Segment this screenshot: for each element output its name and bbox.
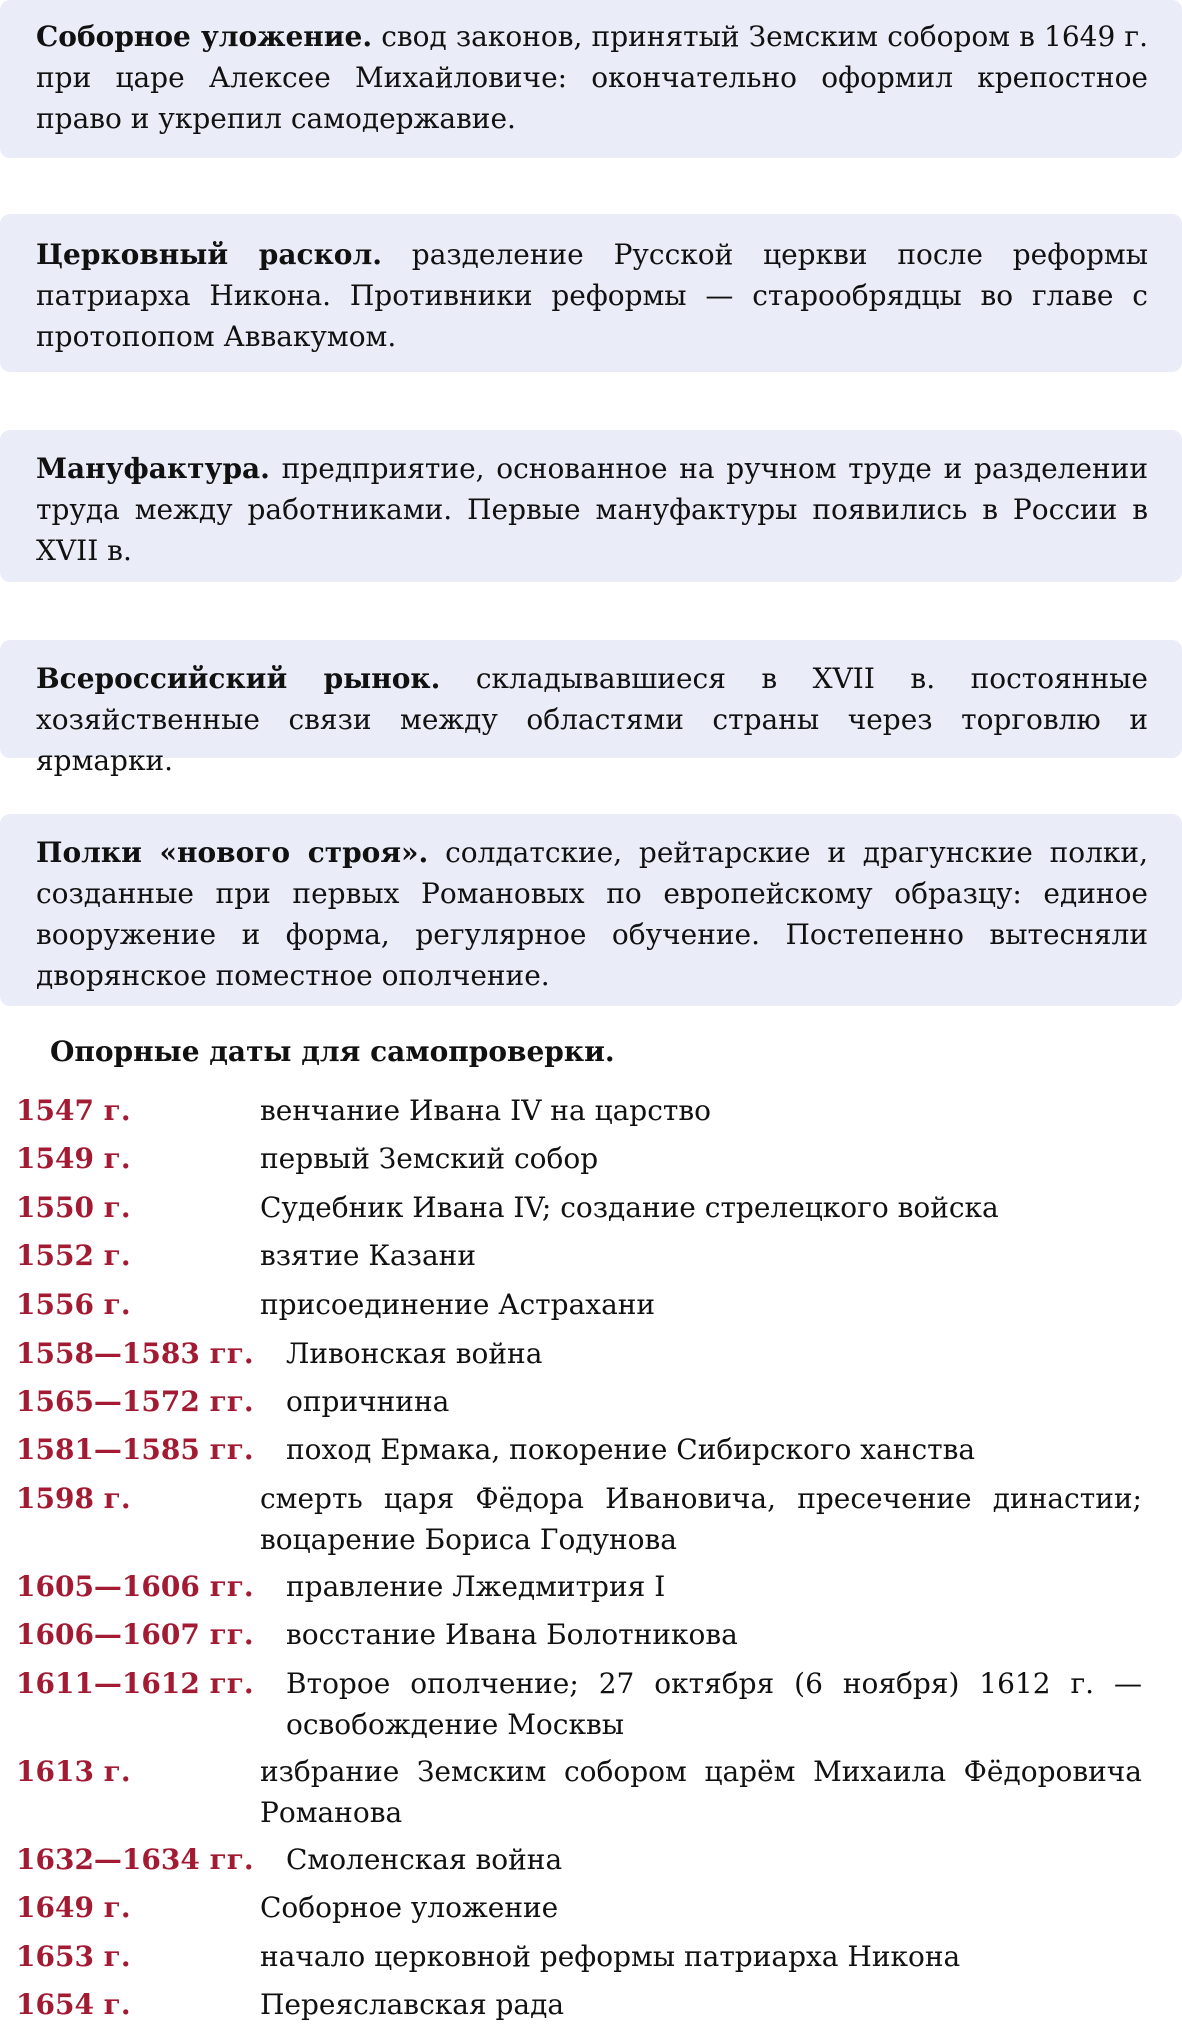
date-event: венчание Ивана IV на царство	[260, 1094, 711, 1127]
date-event: Смоленская война	[286, 1843, 563, 1876]
date-event: Ливонская война	[286, 1337, 543, 1370]
date-event: Переяславская рада	[260, 1988, 565, 2021]
date-year: 1611—1612 гг.	[16, 1667, 254, 1700]
term-name: Полки «нового строя».	[36, 836, 429, 869]
date-event: присоединение Астрахани	[260, 1288, 656, 1321]
date-event: первый Земский собор	[260, 1142, 599, 1175]
date-year: 1649 г.	[16, 1891, 131, 1924]
date-year: 1550 г.	[16, 1191, 131, 1224]
date-year: 1605—1606 гг.	[16, 1570, 254, 1603]
date-event: поход Ермака, покорение Сибирского ханства	[286, 1433, 976, 1466]
term-card-manufaktura	[0, 430, 1182, 582]
date-year: 1565—1572 гг.	[16, 1385, 254, 1418]
date-year: 1654 г.	[16, 1988, 131, 2021]
date-event: избрание Земским собором царём Михаила Фёдоровича Романова	[260, 1755, 1142, 1829]
dates-heading: Опорные даты для самопроверки.	[50, 1035, 615, 1068]
term-card-sobornoe-ulozhenie	[0, 0, 1182, 158]
date-year: 1558—1583 гг.	[16, 1337, 254, 1370]
term-name: Соборное уложение.	[36, 20, 373, 53]
date-event: правление Лжедмитрия I	[286, 1570, 666, 1603]
term-card-raskol	[0, 214, 1182, 372]
term-definition: предприятие, основанное на ручном труде и разделении труда между работниками. Первые мануфактуры появились в России в XVII в.	[36, 452, 1148, 567]
date-event: Соборное уложение	[260, 1891, 559, 1924]
date-year: 1653 г.	[16, 1940, 131, 1973]
date-event: опричнина	[286, 1385, 450, 1418]
date-year: 1598 г.	[16, 1482, 131, 1515]
term-definition: разделение Русской церкви после реформы патриарха Никона. Противники реформы — старообрядцы во главе с протопопом Аввакумом.	[36, 238, 1148, 353]
term-name: Церковный раскол.	[36, 238, 382, 271]
date-year: 1632—1634 гг.	[16, 1843, 254, 1876]
term-card-rynok	[0, 640, 1182, 777]
date-event: восстание Ивана Болотникова	[286, 1618, 738, 1651]
date-event: смерть царя Фёдора Ивановича, пресечение династии; воцарение Бориса Годунова	[260, 1482, 1142, 1556]
date-event: Второе ополчение; 27 октября (6 ноября) 1612 г. — освобождение Москвы	[286, 1667, 1142, 1741]
date-year: 1547 г.	[16, 1094, 131, 1127]
term-name: Всероссийский рынок.	[36, 662, 441, 695]
term-card-polki	[0, 814, 1182, 1006]
date-event: начало церковной реформы патриарха Никона	[260, 1940, 961, 1973]
term-definition: солдатские, рейтарские и драгунские полки, созданные при первых Романовых по европейскому образцу: единое вооружение и форма, регулярное обучение. Постепенно вытесняли дворянское поместное ополчение.	[36, 836, 1148, 992]
date-event: Судебник Ивана IV; создание стрелецкого войска	[260, 1191, 999, 1224]
term-definition: складывавшиеся в XVII в. постоянные хозяйственные связи между областями страны через торговлю и ярмарки.	[36, 662, 1148, 777]
date-year: 1552 г.	[16, 1239, 131, 1272]
date-year: 1613 г.	[16, 1755, 131, 1788]
date-year: 1606—1607 гг.	[16, 1618, 254, 1651]
date-year: 1581—1585 гг.	[16, 1433, 254, 1466]
date-year: 1549 г.	[16, 1142, 131, 1175]
date-year: 1556 г.	[16, 1288, 131, 1321]
term-name: Мануфактура.	[36, 452, 270, 485]
term-definition: свод законов, принятый Земским собором в 1649 г. при царе Алексее Михайловиче: окончательно оформил крепостное право и укрепил самодержавие.	[36, 20, 1148, 135]
date-event: взятие Казани	[260, 1239, 476, 1272]
